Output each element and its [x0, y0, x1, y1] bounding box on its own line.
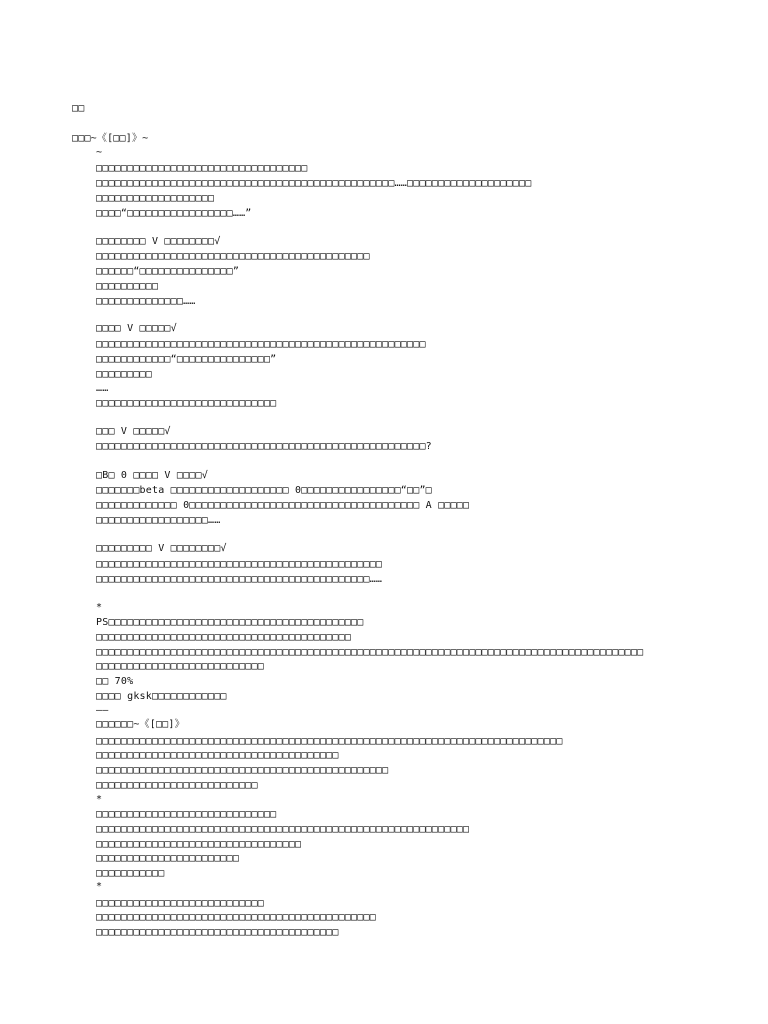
- text-line: □□□□□□□□□□□□□□□□□□……: [96, 515, 221, 526]
- text-line: □□□□□□□□□□□□□□□□□□□□□□□□□□□□□□□□□: [96, 839, 302, 850]
- text-line: ~: [96, 147, 103, 158]
- text-line: □□□□□□□□□□□: [96, 868, 165, 879]
- text-line: □□□□□□“□□□□□□□□□□□□□□□”: [96, 266, 240, 277]
- text-line: □□□□□□□□□□□□□□□□□□□□□□□□□□□□□□□□□□□□□□□□□□□□□□□□□□□□□: [96, 339, 426, 350]
- text-line: □□□□□□□□□□□□□□□□□□□: [96, 193, 215, 204]
- text-line: □□□□□□□□□□□□□□□□□□□□□□□□□□□□□□□□□□□□□□□□□□□□: [96, 251, 370, 262]
- text-line: □□□□□□□□□□□□□□□□□□□□□□□□□□□□□□□□□□□□□□□: [96, 750, 339, 761]
- text-line: □□□□□□□□□□□□□□□□□□□□□□□□□□□□□: [96, 398, 277, 409]
- text-line: □□□□□□□□□□□□□□□□□□□□□□□□□□□□□□□□□□□□□□□□□□□□……: [96, 574, 383, 585]
- text-line: □□□□ gksk□□□□□□□□□□□□: [96, 691, 227, 702]
- text-line: □□□□□□□□□□□□□□□□□□□□□□□□□□□□□: [96, 809, 277, 820]
- text-line: □□□□□□□□□□□□□□□□□□□□□□□□□□□□□□□□□□□□□□□: [96, 927, 339, 938]
- text-line: □□□ V □□□□□√: [96, 426, 171, 437]
- text-line: □□ 70%: [96, 676, 134, 687]
- text-line: □□□□□□□□□□□□□□□□□□□□□□□□□□□□□□□□□□□□□□□□□□□□□□□□□□□□□?: [96, 441, 432, 452]
- text-line: □□□□□□□□□□□□□□□□□□□□□□□□□□□□□□□□□□□□□□□□□□□□□□□: [96, 765, 389, 776]
- text-line: □□□□□□□□□□□□□□……: [96, 296, 196, 307]
- text-line: *: [96, 881, 103, 892]
- text-line: □□□□ V □□□□□√: [96, 323, 177, 334]
- text-line: □□□□□□□□□□□□□□□□□□□□□□□□□□□: [96, 661, 264, 672]
- text-line: ……: [96, 383, 109, 394]
- text-line: □□□□“□□□□□□□□□□□□□□□□□……”: [96, 208, 252, 219]
- text-line: □□□□□□□□□□□□□□□□□□□□□□□□□□□□□□□□□□□□□□□□□□□□□□□□……□□□□□□□□□□□□□□□□□□□□: [96, 178, 532, 189]
- text-line: □□□□□□□□□□□□□ 0□□□□□□□□□□□□□□□□□□□□□□□□□□□□□□□□□□□□□ A □□□□□: [96, 500, 470, 511]
- text-line: *: [96, 794, 103, 805]
- document-heading: □□□~《[□□]》~: [72, 133, 149, 144]
- text-line: PS□□□□□□□□□□□□□□□□□□□□□□□□□□□□□□□□□□□□□□□□□: [96, 617, 364, 628]
- text-line: □□□□□□□□ V □□□□□□□□√: [96, 236, 221, 247]
- text-line: □□□□□□□□□□□□“□□□□□□□□□□□□□□□”: [96, 354, 277, 365]
- text-line: □□□□□□□□□□□□□□□□□□□□□□□□□□□□□□□□□□□□□□□□□□□□□□□□□□□□□□□□□□□□: [96, 824, 470, 835]
- text-line: □□□□□□□beta □□□□□□□□□□□□□□□□□□□ 0□□□□□□□□□□□□□□□□“□□”□: [96, 485, 432, 496]
- text-line: □□□□□□□□□□□□□□□□□□□□□□□□□□□□□□□□□□□□□□□□□: [96, 632, 352, 643]
- header-mark: □□: [72, 103, 85, 114]
- text-line: *: [96, 602, 103, 613]
- text-line: □□□□□□□□□□□□□□□□□□□□□□□□□□□: [96, 898, 264, 909]
- text-line: □□□□□□□□□□□□□□□□□□□□□□□: [96, 853, 240, 864]
- text-line: □B□ 0 □□□□ V □□□□√: [96, 470, 208, 481]
- text-line: □□□□□□□□□□□□□□□□□□□□□□□□□□: [96, 780, 258, 791]
- text-line: □□□□□□~《[□□]》: [96, 719, 185, 730]
- text-line: □□□□□□□□□□□□□□□□□□□□□□□□□□□□□□□□□□□□□□□□□□□□□□□□□□□□□□□□□□□□□□□□□□□□□□□□□□□: [96, 736, 563, 747]
- text-line: □□□□□□□□□□□□□□□□□□□□□□□□□□□□□□□□□□□□□□□□□□□□□: [96, 912, 376, 923]
- text-line: □□□□□□□□□□□□□□□□□□□□□□□□□□□□□□□□□□□□□□□□□□□□□□□□□□□□□□□□□□□□□□□□□□□□□□□□□□□□□□□□□□□□□□□□: [96, 647, 644, 658]
- text-line: □□□□□□□□□□: [96, 281, 159, 292]
- text-line: ——: [96, 705, 109, 716]
- text-line: □□□□□□□□□□□□□□□□□□□□□□□□□□□□□□□□□□□□□□□□□□□□□□: [96, 559, 383, 570]
- text-line: □□□□□□□□□□□□□□□□□□□□□□□□□□□□□□□□□□: [96, 163, 308, 174]
- text-line: □□□□□□□□□ V □□□□□□□□√: [96, 543, 227, 554]
- text-line: □□□□□□□□□: [96, 369, 152, 380]
